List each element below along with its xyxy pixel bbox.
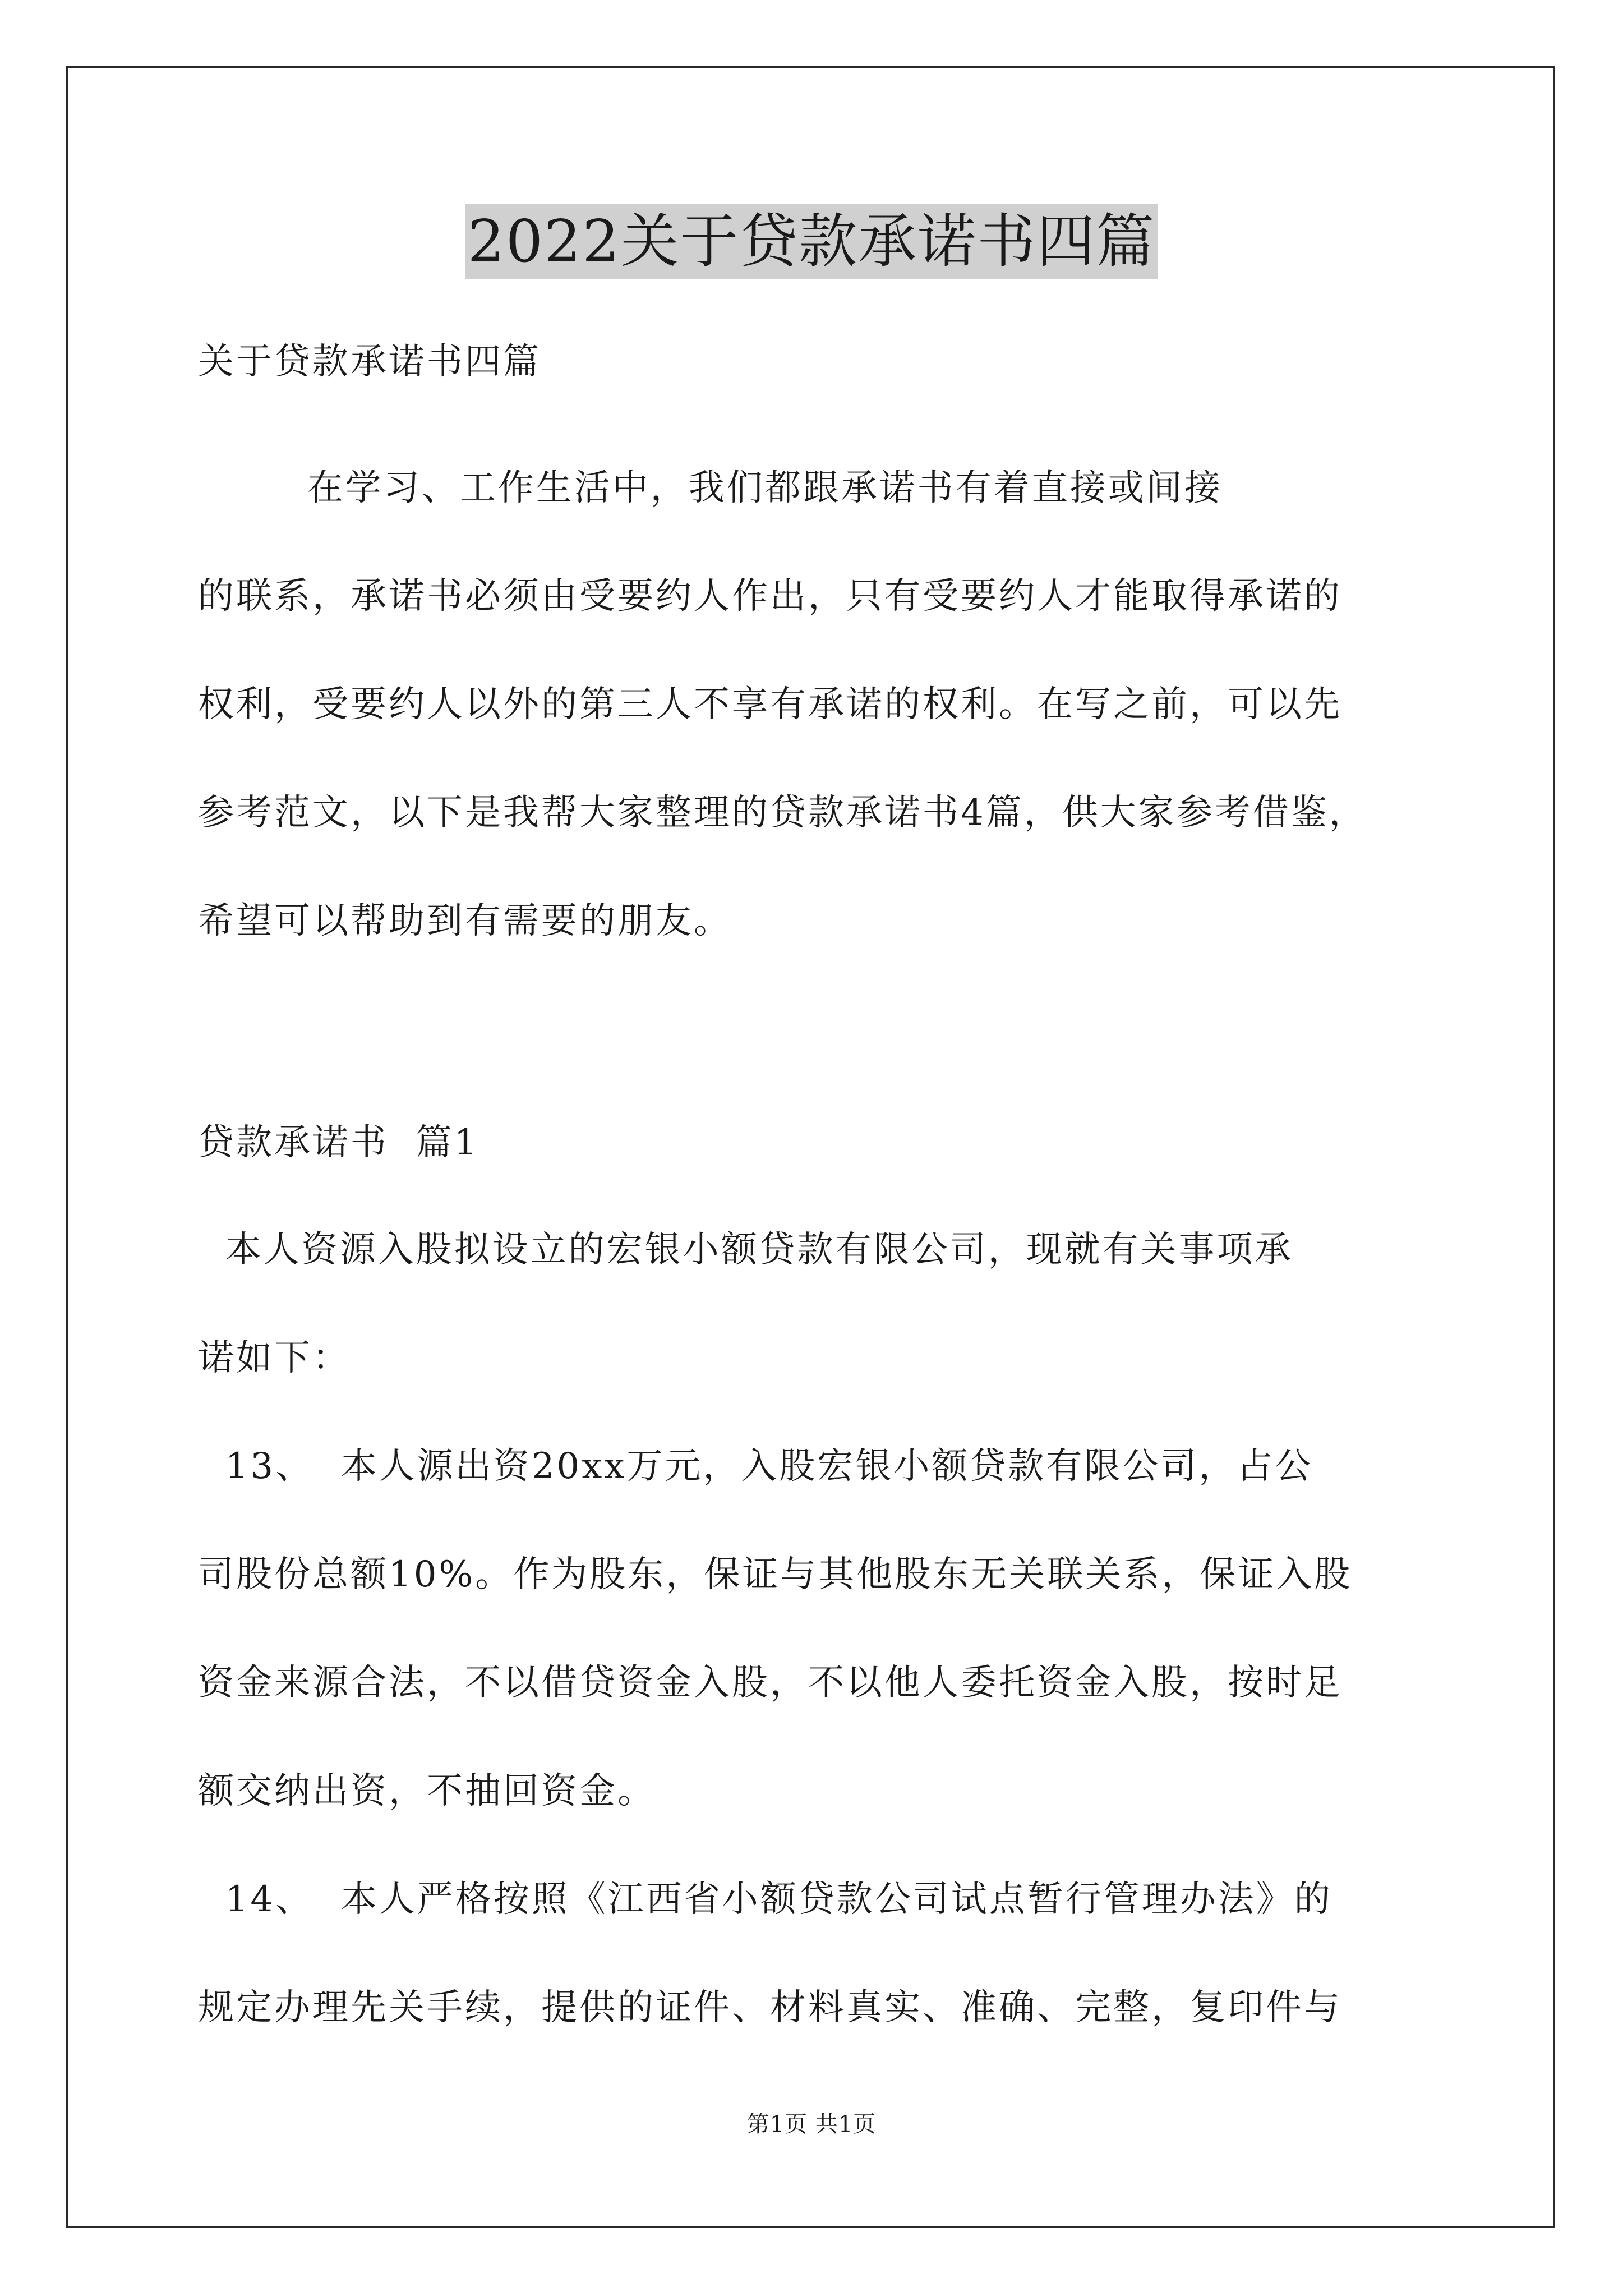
section-line: 本人资源入股拟设立的宏银小额贷款有限公司，现就有关事项承 [198,1229,1293,1271]
section-line: 司股份总额10%。作为股东，保证与其他股东无关联关系，保证入股 [198,1554,1353,1595]
section-line: 14、 本人严格按照《江西省小额贷款公司试点暂行管理办法》的 [198,1879,1332,1920]
page-footer: 第1页 共1页 [746,2111,877,2137]
section-line: 13、 本人源出资20xx万元，入股宏银小额贷款有限公司，占公 [198,1446,1313,1487]
intro-line: 的联系，承诺书必须由受要约人作出，只有受要约人才能取得承诺的 [198,576,1342,617]
document-title-text: 2022关于贷款承诺书四篇 [465,204,1158,279]
intro-line: 在学习、工作生活中，我们都跟承诺书有着直接或间接 [198,467,1223,509]
document-title [0,199,1623,283]
section-line: 资金来源合法，不以借贷资金入股，不以他人委托资金入股，按时足 [198,1662,1342,1704]
section-line: 诺如下： [198,1337,351,1379]
section-line: 额交纳出资，不抽回资金。 [198,1770,656,1812]
intro-line: 权利，受要约人以外的第三人不享有承诺的权利。在写之前，可以先 [198,684,1342,725]
section-line: 规定办理先关手续，提供的证件、材料真实、准确、完整，复印件与 [198,1987,1342,2028]
section-heading: 贷款承诺书 篇1 [198,1122,479,1163]
intro-line: 希望可以帮助到有需要的朋友。 [198,900,732,942]
document-subtitle: 关于贷款承诺书四篇 [198,341,541,383]
intro-line: 参考范文，以下是我帮大家整理的贷款承诺书4篇，供大家参考借鉴， [198,792,1367,834]
